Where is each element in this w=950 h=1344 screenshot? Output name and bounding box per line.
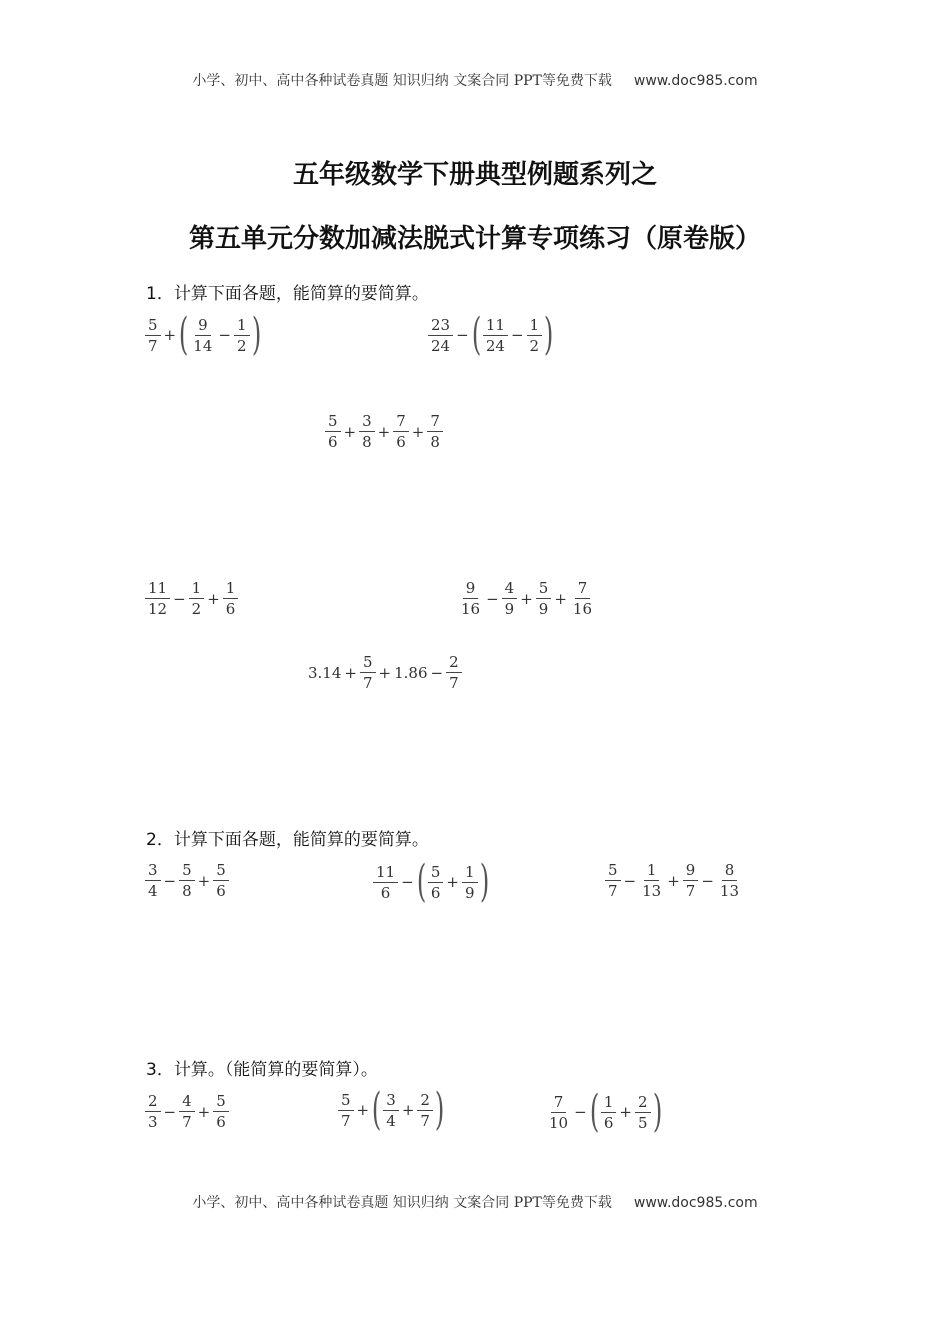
operator: + (377, 422, 391, 441)
question-3: 3．计算。（能简算的要简算）。 (146, 1060, 378, 1080)
denominator: 6 (430, 883, 441, 902)
parenthesis: ( (471, 309, 481, 360)
denominator: 2 (191, 600, 202, 618)
operator: − (163, 871, 177, 890)
fraction (605, 862, 621, 899)
numerator: 5 (360, 654, 376, 673)
operator: − (430, 663, 444, 682)
fraction (393, 413, 409, 450)
operator: + (197, 871, 211, 890)
fraction (462, 864, 478, 901)
operator: + (207, 589, 220, 608)
operator: − (456, 326, 469, 344)
denominator: 7 (449, 674, 459, 692)
fraction (359, 413, 375, 450)
denominator: 7 (182, 1113, 192, 1131)
numerator: 2 (145, 1093, 161, 1112)
numerator: 3 (145, 862, 161, 881)
operator: + (356, 1101, 370, 1119)
numerator: 2 (446, 654, 462, 673)
expression-5 (457, 580, 596, 617)
numerator: 23 (428, 317, 453, 336)
denominator: 7 (362, 674, 373, 692)
denominator: 7 (148, 336, 158, 355)
operator: − (401, 873, 414, 891)
parenthesis: ) (479, 856, 489, 907)
numerator: 2 (635, 1094, 651, 1113)
operator: + (344, 663, 357, 682)
denominator: 9 (464, 883, 475, 902)
footer-site-link[interactable]: www.doc985.com (633, 1195, 758, 1211)
numerator: 4 (502, 580, 518, 599)
denominator: 6 (216, 882, 226, 900)
numerator: 9 (463, 580, 479, 599)
operator: − (701, 871, 714, 890)
parenthesis: ) (434, 1084, 445, 1135)
denominator: 10 (549, 1113, 569, 1132)
page-footer (0, 1192, 950, 1212)
parenthesis: ( (589, 1086, 599, 1137)
numerator: 1 (644, 862, 660, 881)
fraction (502, 580, 518, 617)
numerator: 5 (179, 862, 195, 881)
denominator: 7 (685, 882, 696, 900)
numerator: 5 (145, 317, 161, 336)
operator: + (163, 326, 177, 344)
operator: − (574, 1103, 587, 1121)
denominator: 8 (182, 882, 192, 900)
fraction (635, 1094, 651, 1131)
question-1: 1．计算下面各题，能简算的要简算。 (146, 284, 429, 304)
denominator: 7 (608, 882, 618, 900)
denominator: 2 (529, 336, 540, 355)
page-header (0, 70, 950, 90)
numerator: 1 (527, 317, 543, 336)
numerator: 11 (373, 864, 398, 883)
fraction (145, 1093, 161, 1130)
numerator: 5 (213, 862, 229, 881)
fraction (458, 580, 483, 617)
denominator: 6 (216, 1113, 226, 1131)
numerator: 7 (427, 413, 443, 432)
denominator: 3 (148, 1113, 158, 1131)
operator: + (401, 1101, 415, 1119)
denominator: 5 (637, 1113, 648, 1132)
operator: + (446, 873, 459, 891)
expression-11 (337, 1084, 445, 1135)
fraction (683, 862, 699, 899)
denominator: 6 (396, 433, 406, 451)
fraction (428, 864, 444, 901)
fraction (145, 862, 161, 899)
parenthesis: ( (178, 309, 189, 360)
operator: + (411, 422, 425, 441)
fraction (546, 1094, 571, 1131)
operator: − (510, 326, 524, 344)
fraction (360, 654, 376, 691)
fraction (446, 654, 462, 691)
expression-2 (427, 309, 554, 360)
denominator: 24 (485, 336, 505, 355)
operator: − (218, 326, 231, 344)
numerator: 1 (601, 1094, 617, 1113)
denominator: 8 (430, 433, 440, 451)
operator: − (486, 589, 499, 608)
fraction (179, 862, 195, 899)
denominator: 13 (719, 882, 740, 900)
decimal-number: 1.86 (394, 663, 428, 682)
fraction (338, 1092, 354, 1129)
numerator: 7 (551, 1094, 567, 1113)
parenthesis: ( (371, 1084, 382, 1135)
fraction (234, 317, 250, 354)
denominator: 8 (362, 433, 372, 451)
denominator: 6 (225, 600, 236, 618)
fraction (428, 317, 453, 354)
fraction (145, 580, 170, 617)
numerator: 3 (359, 413, 375, 432)
denominator: 6 (603, 1113, 614, 1132)
expression-6 (307, 654, 463, 691)
operator: + (343, 422, 357, 441)
numerator: 1 (462, 864, 478, 883)
denominator: 6 (380, 883, 391, 902)
fraction (536, 580, 552, 617)
denominator: 7 (420, 1111, 430, 1130)
parenthesis: ) (543, 309, 554, 360)
fraction (639, 862, 664, 899)
denominator: 24 (431, 336, 451, 355)
fraction (190, 317, 215, 354)
numerator: 7 (575, 580, 591, 599)
numerator: 5 (536, 580, 552, 599)
fraction (325, 413, 341, 450)
denominator: 13 (642, 882, 662, 900)
expression-9 (604, 862, 743, 899)
question-2: 2．计算下面各题，能简算的要简算。 (146, 830, 429, 850)
numerator: 2 (417, 1092, 433, 1111)
expression-7 (144, 862, 230, 899)
operator: + (520, 589, 533, 608)
numerator: 3 (383, 1092, 399, 1111)
numerator: 5 (605, 862, 621, 881)
fraction (223, 580, 239, 617)
denominator: 4 (386, 1111, 396, 1130)
operator: − (173, 589, 186, 608)
parenthesis: ) (251, 309, 261, 360)
operator: + (619, 1103, 632, 1121)
numerator: 5 (428, 864, 444, 883)
denominator: 16 (572, 600, 593, 618)
numerator: 4 (179, 1093, 195, 1112)
expression-3 (324, 413, 444, 450)
title-line-1: 五年级数学下册典型例题系列之 (292, 160, 657, 190)
fraction (570, 580, 595, 617)
header-site-link[interactable]: www.doc985.com (633, 73, 758, 89)
parenthesis: ) (652, 1086, 662, 1137)
fraction (383, 1092, 399, 1129)
expression-10 (144, 1093, 230, 1130)
numerator: 11 (483, 317, 508, 336)
fraction (483, 317, 508, 354)
numerator: 11 (145, 580, 170, 599)
denominator: 12 (148, 600, 168, 618)
fraction (601, 1094, 617, 1131)
header-text: 小学、初中、高中各种试卷真题 知识归纳 文案合同 PPT等免费下载 (192, 73, 612, 89)
expression-4 (144, 580, 239, 617)
fraction (179, 1093, 195, 1130)
numerator: 1 (223, 580, 239, 599)
decimal-number: 3.14 (308, 663, 342, 682)
fraction (189, 580, 205, 617)
fraction (145, 317, 161, 354)
numerator: 1 (234, 317, 250, 336)
expression-12 (545, 1086, 663, 1137)
fraction (373, 864, 398, 901)
numerator: 9 (195, 317, 211, 336)
denominator: 14 (193, 336, 213, 355)
numerator: 5 (325, 413, 341, 432)
parenthesis: ( (416, 856, 426, 907)
expression-1 (144, 309, 262, 360)
denominator: 9 (538, 600, 549, 618)
operator: + (197, 1102, 211, 1121)
numerator: 5 (213, 1093, 229, 1112)
operator: + (554, 589, 567, 608)
fraction (527, 317, 543, 354)
title-line-2: 第五单元分数加减法脱式计算专项练习（原卷版） (188, 224, 761, 254)
numerator: 1 (189, 580, 205, 599)
numerator: 7 (393, 413, 409, 432)
denominator: 16 (461, 600, 481, 618)
fraction (427, 413, 443, 450)
fraction (213, 862, 229, 899)
numerator: 5 (338, 1092, 354, 1111)
footer-text: 小学、初中、高中各种试卷真题 知识归纳 文案合同 PPT等免费下载 (192, 1195, 612, 1211)
operator: − (623, 871, 637, 890)
fraction (213, 1093, 229, 1130)
denominator: 9 (504, 600, 515, 618)
operator: + (667, 871, 680, 890)
operator: + (378, 663, 392, 682)
denominator: 2 (236, 336, 247, 355)
expression-8 (372, 856, 490, 907)
denominator: 4 (148, 882, 158, 900)
fraction (417, 1092, 433, 1129)
operator: − (163, 1102, 177, 1121)
numerator: 9 (683, 862, 699, 881)
denominator: 7 (341, 1111, 351, 1130)
denominator: 6 (328, 433, 338, 451)
fraction (717, 862, 742, 899)
numerator: 8 (722, 862, 738, 881)
